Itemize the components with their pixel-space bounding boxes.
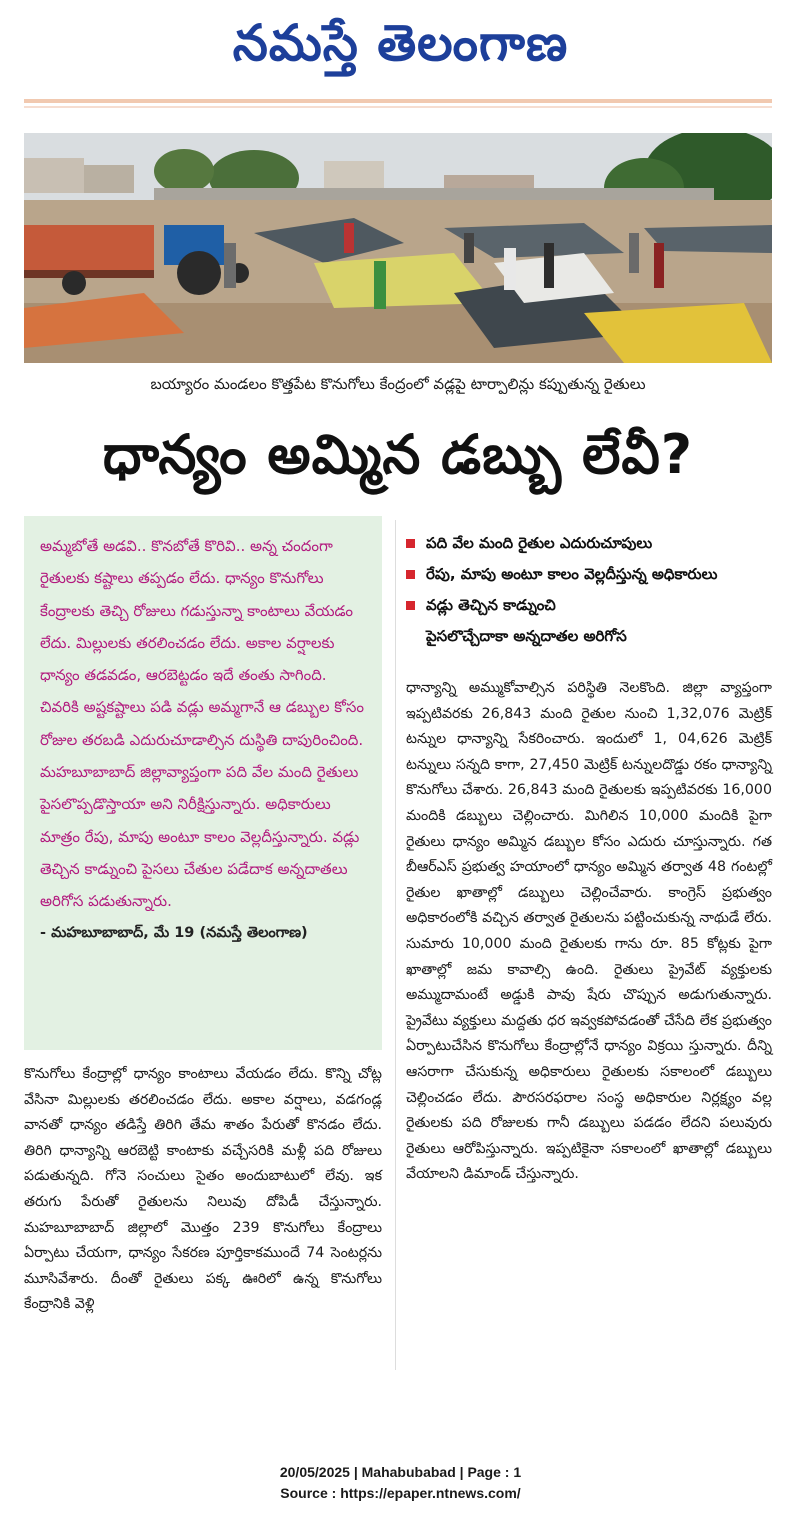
bullet-continuation: పైసలొచ్చేదాకా అన్నదాతల అరిగోస: [426, 627, 627, 645]
lead-paragraph: అమ్మబోతే అడవి.. కొనబోతే కొరివి.. అన్న చందంగా రైతులకు కష్టాలు తప్పడం లేదు. ధాన్యం కొనుగోలు కేంద్రాలకు తెచ్చి రోజులు గడుస్తున్నా కాంటాలు వేయడం లేదు. మిల్లులకు తరలించడం లేదు. అకాల వర్షాలకు ధాన్యం తడవడం, ఆరబెట్టడం ఇదే తంతు సాగింది. చివరికి అష్టకష్టాలు పడి వడ్లు అమ్మగానే ఆ డబ్బుల కోసం రోజుల తరబడి ఎదురుచూడాల్సిన దుస్థితి దాపురించింది. మహబూబాబాద్ జిల్లావ్యాప్తంగా పది వేల మంది రైతులు పైసలొప్పడొస్తాయా అని నిరీక్షిస్తున్నారు. అధికారులు మాత్రం రేపు, మాపు అంటూ కాలం వెల్లదీస్తున్నారు. వడ్లు తెచ్చిన కాడ్నుంచి పైసలు చేతుల పడేదాక అన్నదాతలు అరిగోస పడుతున్నారు.: [40, 537, 364, 911]
dateline: - మహబూబాబాద్, మే 19 (నమస్తే తెలంగాణ): [40, 924, 308, 941]
body-paragraph-left: కొనుగోలు కేంద్రాల్లో ధాన్యం కాంటాలు వేయడం లేదు. కొన్ని చోట్ల వేసినా మిల్లులకు తరలించడం లేదు. అకాల వర్షాలు, వడగండ్ల వానతో ధాన్యం తడిస్తే తిరిగి తేమ శాతం పేరుతో కొనడం లేదు. తిరిగి ధాన్యాన్ని ఆరబెట్టి కాంటాకు వచ్చేసరికి మళ్లీ పది రోజులు పడుతున్నది. గోనె సంచులు సైతం అందుబాటులో లేవు. ఇక తరుగు పేరుతో రైతులను నిలువు దోపిడీ చేస్తున్నారు. మహబూబాబాద్ జిల్లాలో మొత్తం 239 కొనుగోలు కేంద్రాలు ఏర్పాటు చేయగా, ధాన్యం సేకరణ పూర్తికాకముందే 74 సెంటర్లను మూసివేశారు. దీంతో రైతులు పక్క ఊరిలో ఉన్న కొనుగోలు కేంద్రానికి వెళ్లి: [24, 1066, 382, 1313]
photo-caption: బయ్యారం మండలం కొత్తపేట కొనుగోలు కేంద్రంలో వడ్లపై టార్పాలిన్లు కప్పుతున్న రైతులు: [150, 375, 646, 393]
masthead-title: నమస్తే తెలంగాణ: [232, 14, 569, 72]
bullet-item: [406, 590, 772, 621]
bullet-item: [406, 559, 772, 590]
footer-source-line: Source : https://epaper.ntnews.com/: [280, 1485, 521, 1501]
body-column-right: [406, 676, 772, 1188]
masthead: [0, 8, 801, 78]
body-paragraph-right: ధాన్యాన్ని అమ్ముకోవాల్సిన పరిస్థితి నెలకొంది. జిల్లా వ్యాప్తంగా ఇప్పటివరకు 26,843 మంది రైతుల నుంచి 1,32,076 మెట్రిక్ టన్నుల ధాన్యాన్ని సేకరించారు. ఇందులో 1, 04,626 మెట్రిక్ టన్నులు సన్నది కాగా, 27,450 మెట్రిక్ టన్నులదొడ్డు రకం ధాన్యాన్ని కొనుగోలు చేశారు. 26,843 మంది రైతులకు ఇప్పటివరకు 16,000 మందికి డబ్బులు చెల్లించారు. మిగిలిన 10,000 మందికి పైగా రైతులు ధాన్యం అమ్మిన డబ్బుల కోసం ఎదురు చూస్తున్నారు. గత బీఆర్ఎస్ ప్రభుత్వ హయాంలో ధాన్యం అమ్మిన తర్వాత 48 గంటల్లో రైతుల ఖాతాల్లో డబ్బులు చెల్లించేవారు. కాంగ్రెస్ ప్రభుత్వం అధికారంలోకి వచ్చిన తర్వాత రైతులను పట్టించుకున్న నాథుడే లేరు. సుమారు 10,000 మంది రైతులకు గాను రూ. 85 కోట్లకు పైగా ఖాతాల్లో జమ కావాల్సి ఉంది. రైతులు ప్రైవేట్ వ్యక్తులకు అమ్ముదామంటే అడ్డుకి పావు షేరు చొప్పున అడుగుతున్నారు. ప్రైవేటు వ్యక్తులు మద్దతు ధర ఇవ్వకపోవడంతో చేసేది లేక ప్రభుత్వం ఏర్పాటుచేసిన కొనుగోలు కేంద్రాల్లోనే ధాన్యం విక్రయి స్తున్నారు. దీన్ని ఆసరాగా చేసుకున్న అధికారులు రైతులకు సకాలంలో డబ్బులు చెల్లించడం లేదు. పౌరసరఫరాల సంస్థ అధికారుల నిర్లక్ష్యం వల్ల రైతులకు పది రోజులకు గానీ డబ్బులు పడడం లేదని పలువురు రైతులు ఆరోపిస్తున్నారు. ఇప్పటికైనా సకాలంలో ఖాతాల్లో డబ్బులు వేయాలని డిమాండ్ చేస్తున్నారు.: [406, 680, 772, 1183]
body-column-left: [24, 1062, 382, 1318]
bullet-text: రేపు, మాపు అంటూ కాలం వెల్లదీస్తున్న అధికారులు: [426, 565, 718, 583]
bullet-text: వడ్లు తెచ్చిన కాడ్నుంచి: [426, 596, 556, 614]
news-photo: [24, 133, 772, 363]
masthead-divider: [24, 99, 772, 103]
column-divider: [395, 520, 396, 1370]
page-footer: [0, 1462, 801, 1504]
bullet-text: పది వేల మంది రైతుల ఎదురుచూపులు: [426, 534, 653, 552]
highlight-bullets: [406, 528, 772, 652]
lead-box: [24, 516, 382, 1050]
masthead-divider-thin: [24, 106, 772, 108]
bullet-item: [406, 528, 772, 559]
footer-date-line: 20/05/2025 | Mahabubabad | Page : 1: [279, 1464, 522, 1480]
bullet-square-icon: [406, 570, 415, 579]
bullet-square-icon: [406, 539, 415, 548]
article-headline: ధాన్యం అమ్మిన డబ్బు లేవీ?: [102, 423, 694, 486]
bullet-square-icon: [406, 601, 415, 610]
